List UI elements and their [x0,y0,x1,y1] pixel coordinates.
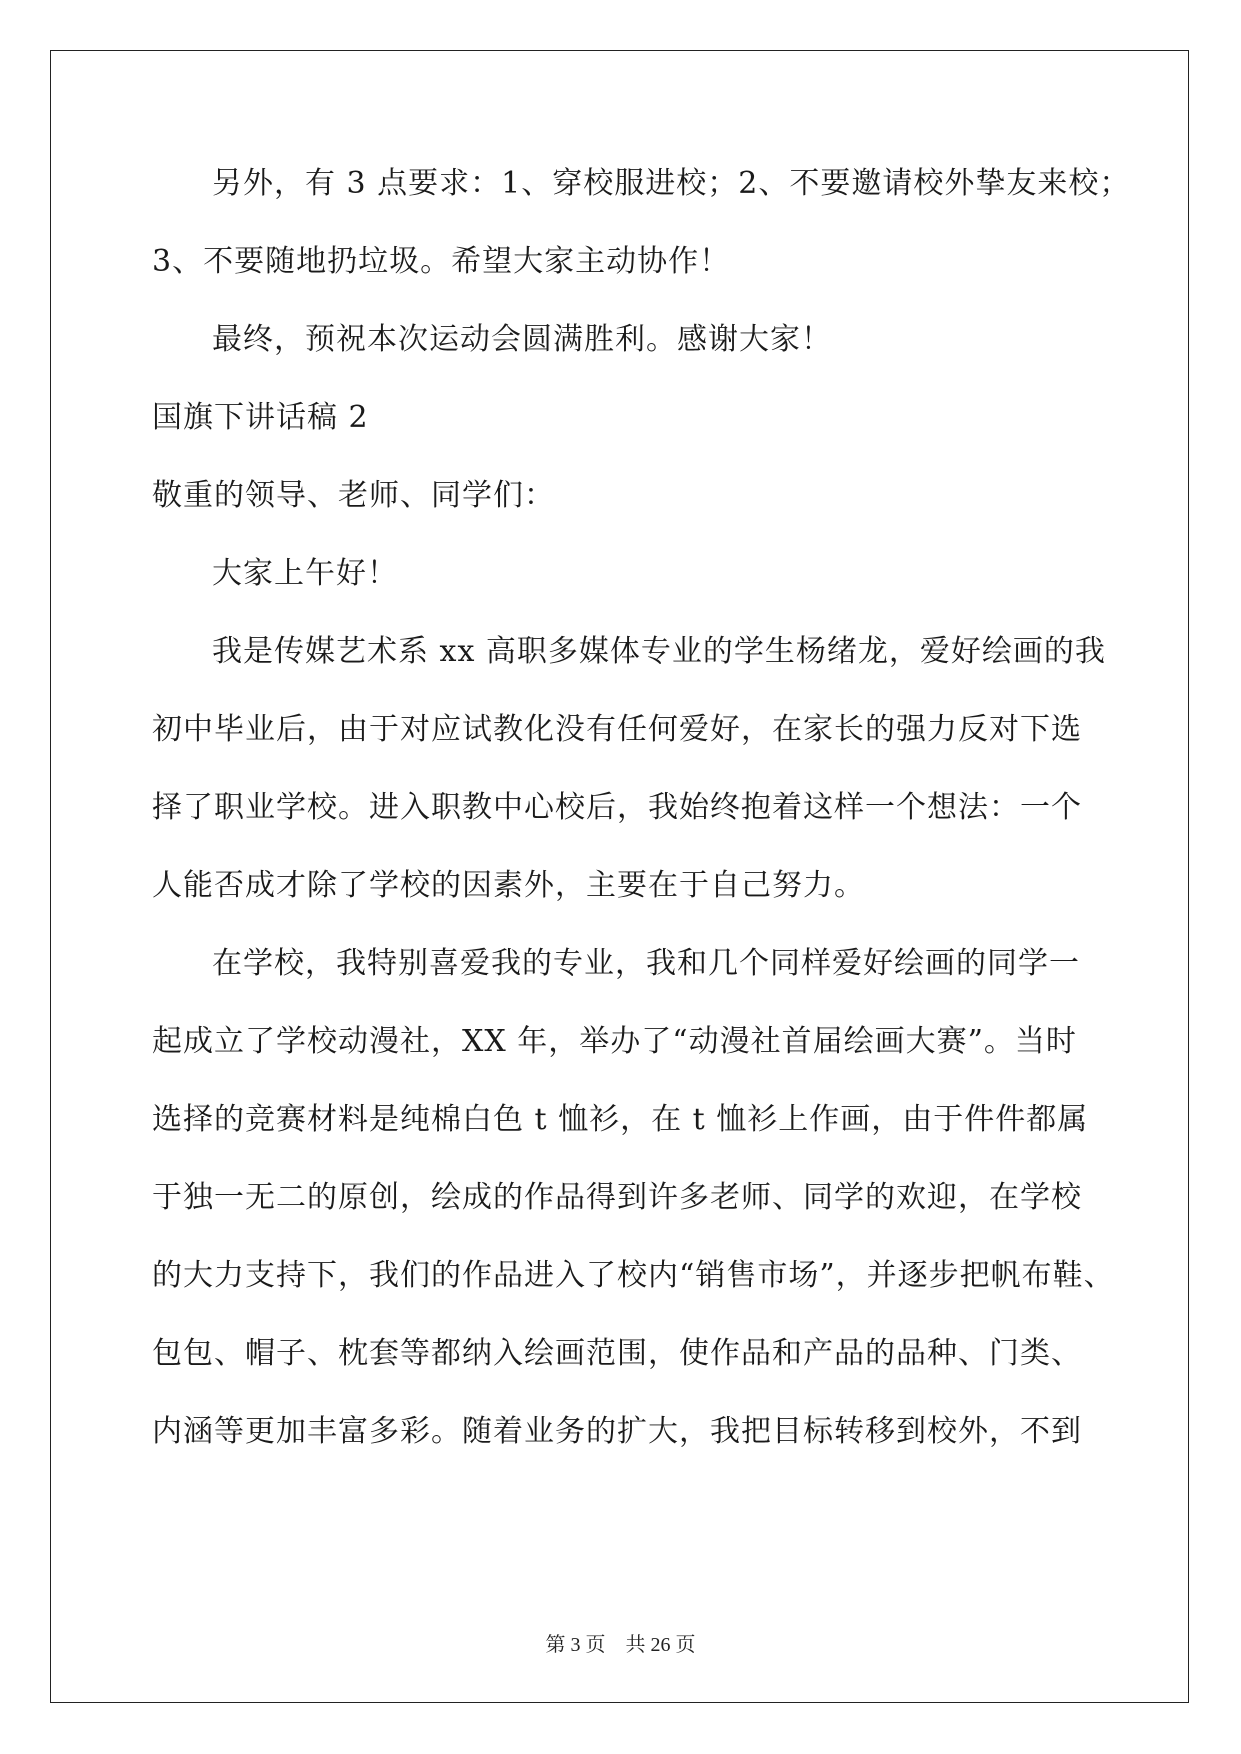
greeting: 大家上午好！ [212,556,398,591]
salutation: 敬重的领导、老师、同学们： [152,478,555,513]
paragraph-line: 我是传媒艺术系 xx 高职多媒体专业的学生杨绪龙，爱好绘画的我 [212,634,1106,669]
paragraph-line: 人能否成才除了学校的因素外，主要在于自己努力。 [152,868,865,903]
page-number: 第 3 页 共 26 页 [545,1634,696,1656]
paragraph-line: 择了职业学校。进入职教中心校后，我始终抱着这样一个想法：一个 [152,790,1082,825]
paragraph-line: 内涵等更加丰富多彩。随着业务的扩大，我把目标转移到校外，不到 [152,1414,1082,1449]
paragraph-line: 起成立了学校动漫社，XX 年，举办了“动漫社首届绘画大赛”。当时 [152,1024,1077,1059]
paragraph-line: 3、不要随地扔垃圾。希望大家主动协作！ [152,244,731,279]
paragraph-line: 于独一无二的原创，绘成的作品得到许多老师、同学的欢迎，在学校 [152,1180,1082,1215]
paragraph-line: 在学校，我特别喜爱我的专业，我和几个同样爱好绘画的同学一 [212,946,1080,981]
paragraph-line: 选择的竞赛材料是纯棉白色 t 恤衫，在 t 恤衫上作画，由于件件都属 [152,1102,1089,1137]
paragraph-line: 另外，有 3 点要求：1、穿校服进校；2、不要邀请校外挚友来校； [212,166,1131,201]
paragraph-line: 初中毕业后，由于对应试教化没有任何爱好，在家长的强力反对下选 [152,712,1082,747]
section-heading: 国旗下讲话稿 2 [152,400,369,435]
paragraph-line: 的大力支持下，我们的作品进入了校内“销售市场”，并逐步把帆布鞋、 [152,1258,1115,1293]
paragraph-line: 包包、帽子、枕套等都纳入绘画范围，使作品和产品的品种、门类、 [152,1336,1082,1371]
paragraph-line: 最终，预祝本次运动会圆满胜利。感谢大家！ [212,322,832,357]
